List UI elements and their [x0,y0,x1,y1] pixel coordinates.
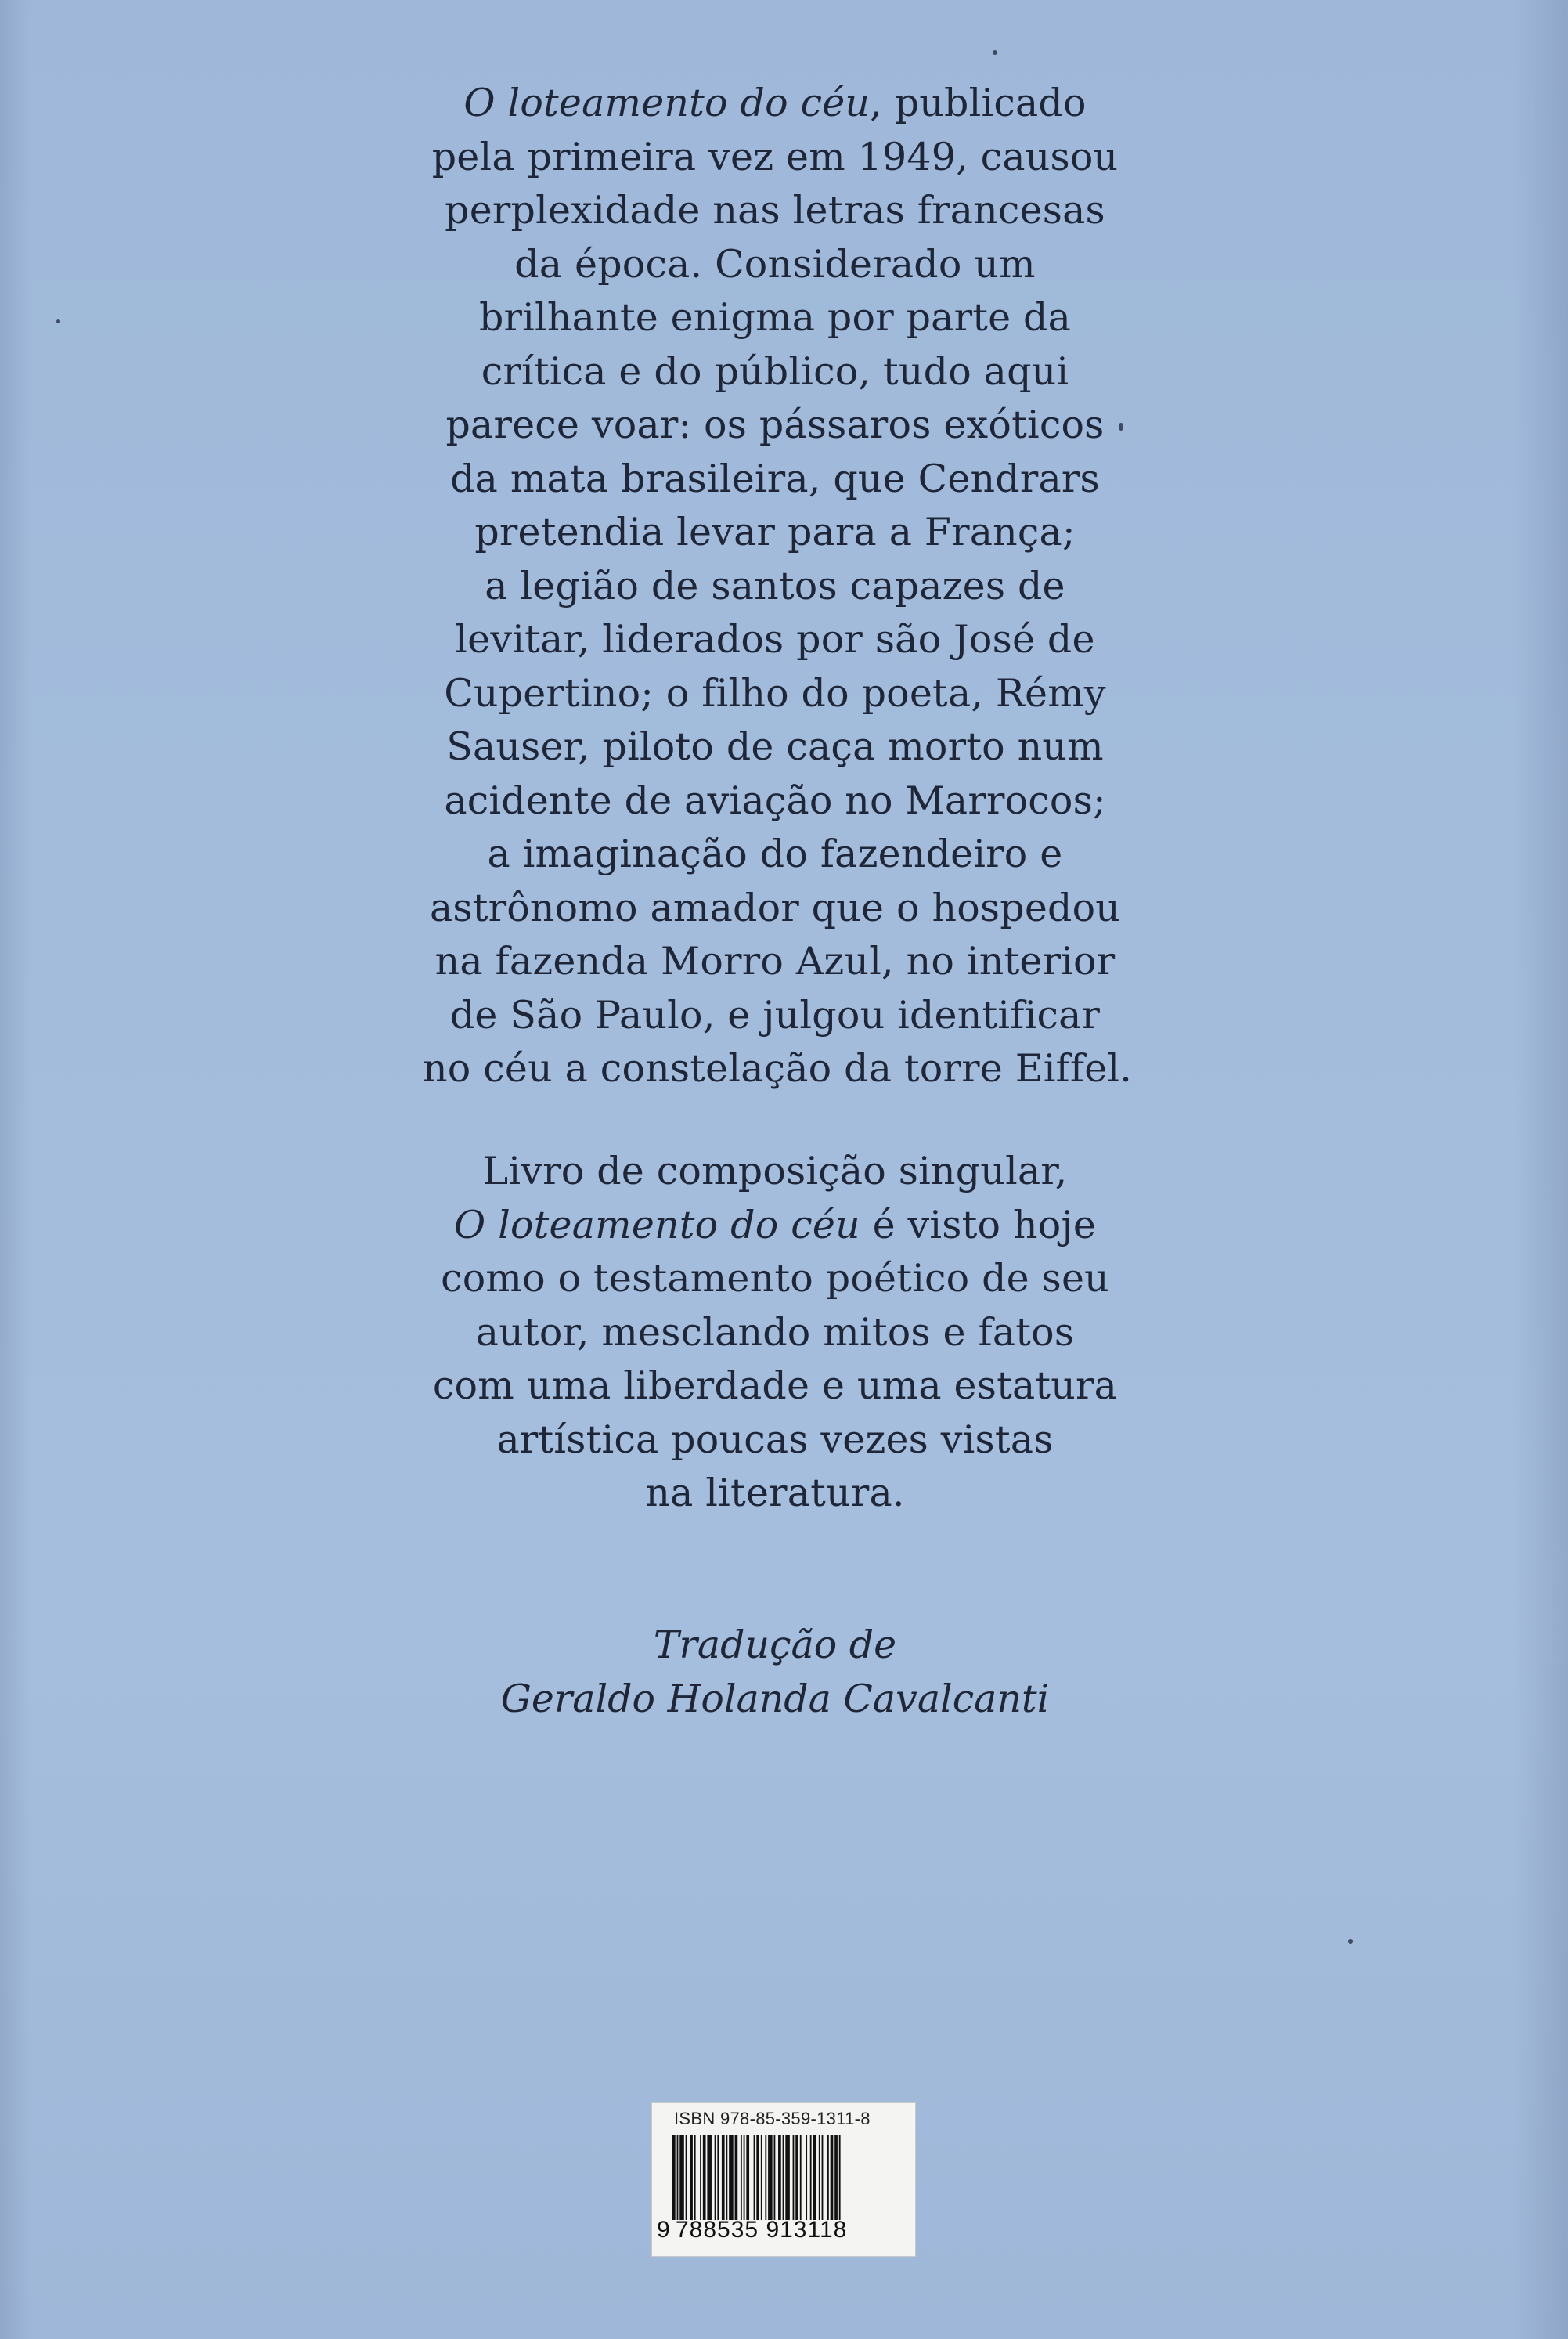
barcode-bar [793,2135,795,2220]
barcode-bar [765,2135,766,2220]
translation-label: Tradução de [653,1623,897,1667]
cover-edge-shadow-right [1513,0,1568,2339]
cover-speck [993,50,997,55]
blurb-line: como o testamento poético de seu [441,1256,1109,1301]
blurb-line [423,1199,1127,1253]
ean-digits: 788535 913118 [676,2217,848,2243]
blurb-line: Livro de composição singular, [482,1149,1068,1193]
blurb-line: no céu a constelação da torre Eiffel. [423,1046,1133,1091]
blurb-line: da época. Considerado um [514,241,1036,287]
barcode-bar [783,2135,784,2220]
barcode-bar [754,2135,755,2220]
barcode-bar [717,2135,719,2220]
blurb-line: pela primeira vez em 1949, causou [431,134,1119,179]
blurb-line: parece voar: os pássaros exóticos [445,402,1105,447]
barcode-bar [726,2135,727,2220]
blurb-line: artística poucas vezes vistas [496,1417,1054,1462]
barcode-bar [768,2135,773,2220]
blurb-line: Cupertino; o filho do poeta, Rémy [444,670,1106,716]
blurb-line-text: , publicado [870,81,1087,125]
barcode-bar [677,2135,679,2220]
blurb-line: da mata brasileira, que Cendrars [450,456,1100,501]
translation-credit [423,1618,1127,1726]
blurb-line: acidente de aviação no Marrocos; [444,778,1106,823]
blurb-paragraph-1 [423,77,1133,1096]
blurb-line: levitar, liderados por são José de [455,617,1095,662]
isbn-barcode [651,2102,916,2257]
barcode-bar [761,2135,762,2220]
barcode-bar [831,2135,834,2220]
cover-edge-shadow-left [0,0,31,2339]
barcode-bar [822,2135,824,2220]
blurb-line: autor, mesclando mitos e fatos [475,1309,1075,1355]
barcode-bar [834,2135,838,2220]
blurb-line: com uma liberdade e uma estatura [432,1363,1118,1408]
barcode-bar [800,2135,802,2220]
cover-speck [56,319,60,323]
barcode-bar [827,2135,829,2220]
blurb-line: astrônomo amador que o hospedou [429,885,1121,930]
translator-name: Geraldo Holanda Cavalcanti [500,1677,1050,1721]
blurb-line: na fazenda Morro Azul, no interior [434,939,1116,984]
barcode-bar [813,2135,816,2220]
cover-speck [1348,1939,1353,1944]
barcode-bar [744,2135,745,2220]
barcode-bar [778,2135,781,2220]
blurb-paragraph-2 [423,1145,1127,1521]
book-title-italic: O loteamento do céu [463,81,871,125]
blurb-line: de São Paulo, e julgou identificar [449,992,1101,1038]
barcode-bar [819,2135,820,2220]
blurb-line: crítica e do público, tudo aqui [481,348,1069,394]
barcode-bar [694,2135,696,2220]
barcode-bar [672,2135,676,2220]
barcode-bar [795,2135,798,2220]
barcode-bar [735,2135,738,2220]
barcode-bars [672,2135,899,2220]
blurb-line [423,77,1127,131]
barcode-bar [746,2135,749,2220]
blurb-line: perplexidade nas letras francesas [445,188,1105,233]
isbn-label: ISBN 978-85-359-1311-8 [674,2109,871,2128]
blurb-line: brilhante enigma por parte da [478,295,1072,340]
barcode-bar [839,2135,841,2220]
barcode-bar [700,2135,701,2220]
barcode-bar [686,2135,687,2220]
ean-lead-digit: 9 [657,2217,670,2243]
barcode-bar [707,2135,712,2220]
barcode-bar [679,2135,684,2220]
blurb-line: a imaginação do fazendeiro e [487,832,1063,876]
barcode-bar [810,2135,812,2220]
book-title-italic: O loteamento do céu [453,1202,860,1247]
barcode-bar [741,2135,742,2220]
blurb-line: pretendia levar para a França; [474,510,1076,554]
barcode-bar [806,2135,807,2220]
barcode-bar [722,2135,725,2220]
blurb-line-text: é visto hoje [860,1202,1097,1247]
barcode-bar [690,2135,693,2220]
barcode-bar [774,2135,776,2220]
blurb-line: na literatura. [645,1471,905,1515]
blurb-line: Sauser, piloto de caça morto num [446,724,1104,769]
blurb-line: a legião de santos capazes de [485,563,1065,608]
barcode-bar [729,2135,734,2220]
barcode-bar [703,2135,706,2220]
barcode-bar [756,2135,759,2220]
barcode-bar [715,2135,716,2220]
barcode-bar [785,2135,790,2220]
